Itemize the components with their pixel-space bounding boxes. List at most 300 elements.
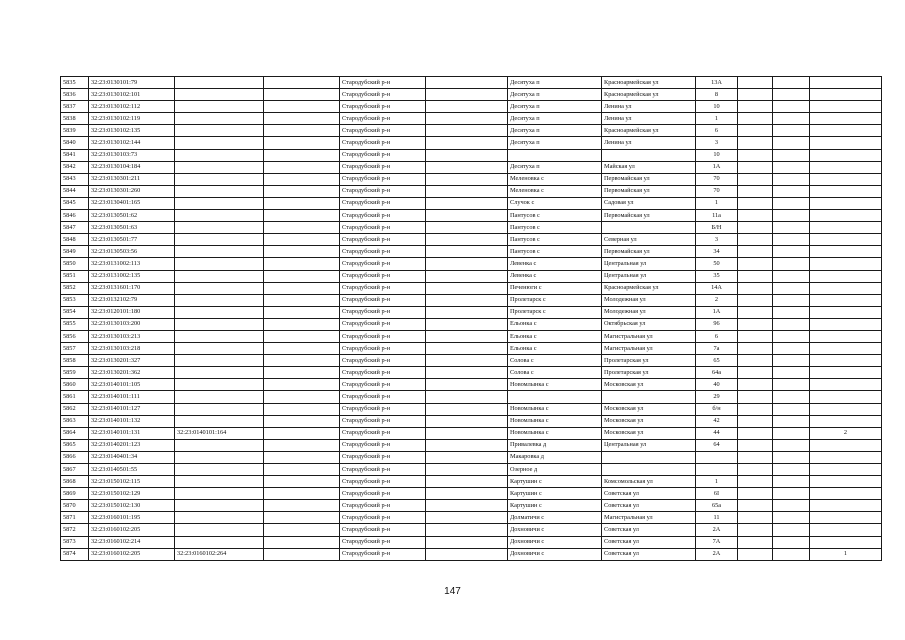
cell-house-number: 6	[696, 125, 738, 137]
cell-house-number: 13А	[696, 77, 738, 89]
cell-quantity: 1	[810, 548, 882, 560]
cell-locality: Случок с	[508, 197, 602, 209]
cell-extra	[264, 330, 340, 342]
cell-locality: Макаровка д	[508, 451, 602, 463]
cell-house-number: 7а	[696, 343, 738, 355]
cell-linked-cadastral-number	[175, 330, 264, 342]
cell-quantity	[810, 488, 882, 500]
table-row	[61, 77, 882, 89]
cell-street: Центральная ул	[602, 439, 696, 451]
cell-district: Стародубский р-н	[340, 185, 426, 197]
cell-district: Стародубский р-н	[340, 318, 426, 330]
cell-row-number: 5838	[61, 113, 89, 125]
table-row	[61, 500, 882, 512]
cell-extra	[264, 173, 340, 185]
cell-row-number: 5837	[61, 101, 89, 113]
cell-settlement-type	[426, 89, 508, 101]
cell-row-number: 5874	[61, 548, 89, 560]
cell-cadastral-number: 32:23:0150102:129	[89, 488, 175, 500]
cell-locality: Пантусов с	[508, 234, 602, 246]
cell-col-10	[738, 137, 773, 149]
cell-extra	[264, 464, 340, 476]
table-row	[61, 137, 882, 149]
cell-street	[602, 464, 696, 476]
cell-locality: Десятуха п	[508, 125, 602, 137]
table-row	[61, 306, 882, 318]
cell-linked-cadastral-number	[175, 222, 264, 234]
cell-col-10	[738, 548, 773, 560]
cell-district: Стародубский р-н	[340, 464, 426, 476]
cell-col-11	[773, 355, 810, 367]
cell-col-11	[773, 101, 810, 113]
cell-quantity	[810, 77, 882, 89]
table-row	[61, 318, 882, 330]
cell-street: Красноармейская ул	[602, 89, 696, 101]
cell-col-10	[738, 500, 773, 512]
cell-col-11	[773, 282, 810, 294]
cell-extra	[264, 476, 340, 488]
cell-quantity	[810, 149, 882, 161]
cell-col-11	[773, 246, 810, 258]
cell-district: Стародубский р-н	[340, 113, 426, 125]
cell-linked-cadastral-number	[175, 500, 264, 512]
cell-linked-cadastral-number	[175, 185, 264, 197]
cell-cadastral-number: 32:23:0130401:165	[89, 197, 175, 209]
cell-settlement-type	[426, 488, 508, 500]
cell-col-11	[773, 161, 810, 173]
table-row	[61, 210, 882, 222]
cell-col-10	[738, 464, 773, 476]
cell-quantity	[810, 185, 882, 197]
cell-extra	[264, 113, 340, 125]
cell-col-11	[773, 476, 810, 488]
cell-street: Садовая ул	[602, 197, 696, 209]
table-row	[61, 464, 882, 476]
cell-locality: Пантусов с	[508, 210, 602, 222]
cell-linked-cadastral-number: 32:23:0140101:164	[175, 427, 264, 439]
cell-house-number: 14А	[696, 282, 738, 294]
cell-extra	[264, 77, 340, 89]
cell-locality: Меленовка с	[508, 185, 602, 197]
cell-house-number: 11а	[696, 210, 738, 222]
cell-quantity	[810, 270, 882, 282]
cell-cadastral-number: 32:23:0130103:213	[89, 330, 175, 342]
cell-house-number: 29	[696, 391, 738, 403]
cell-col-11	[773, 173, 810, 185]
table-row	[61, 246, 882, 258]
cell-col-11	[773, 427, 810, 439]
cell-extra	[264, 415, 340, 427]
cell-settlement-type	[426, 379, 508, 391]
cell-row-number: 5840	[61, 137, 89, 149]
cell-district: Стародубский р-н	[340, 488, 426, 500]
cell-col-11	[773, 270, 810, 282]
cell-row-number: 5845	[61, 197, 89, 209]
cell-house-number: 1	[696, 113, 738, 125]
cell-district: Стародубский р-н	[340, 439, 426, 451]
cell-linked-cadastral-number	[175, 464, 264, 476]
cell-extra	[264, 222, 340, 234]
cell-settlement-type	[426, 101, 508, 113]
cell-house-number	[696, 464, 738, 476]
cell-col-11	[773, 524, 810, 536]
cell-settlement-type	[426, 137, 508, 149]
cell-quantity	[810, 210, 882, 222]
cell-street: Красноармейская ул	[602, 77, 696, 89]
cell-cadastral-number: 32:23:0130301:211	[89, 173, 175, 185]
cell-house-number: б/н	[696, 403, 738, 415]
table-row	[61, 427, 882, 439]
cell-linked-cadastral-number	[175, 161, 264, 173]
cell-extra	[264, 355, 340, 367]
cell-locality: Дохновичи с	[508, 524, 602, 536]
cell-col-11	[773, 113, 810, 125]
cell-house-number: 1А	[696, 161, 738, 173]
cell-house-number: Б/Н	[696, 222, 738, 234]
cell-quantity	[810, 222, 882, 234]
cell-district: Стародубский р-н	[340, 282, 426, 294]
table-row	[61, 367, 882, 379]
cell-col-11	[773, 210, 810, 222]
cell-settlement-type	[426, 536, 508, 548]
cell-district: Стародубский р-н	[340, 306, 426, 318]
cell-extra	[264, 210, 340, 222]
cell-street	[602, 222, 696, 234]
cell-district: Стародубский р-н	[340, 330, 426, 342]
cell-linked-cadastral-number	[175, 137, 264, 149]
cell-cadastral-number: 32:23:0140101:131	[89, 427, 175, 439]
cell-row-number: 5864	[61, 427, 89, 439]
cell-extra	[264, 270, 340, 282]
cell-cadastral-number: 32:23:0140201:123	[89, 439, 175, 451]
cell-row-number: 5869	[61, 488, 89, 500]
cell-settlement-type	[426, 343, 508, 355]
cell-row-number: 5868	[61, 476, 89, 488]
cell-quantity	[810, 173, 882, 185]
table-row	[61, 379, 882, 391]
cell-extra	[264, 548, 340, 560]
cell-settlement-type	[426, 210, 508, 222]
cell-col-10	[738, 294, 773, 306]
cell-col-10	[738, 149, 773, 161]
cell-house-number: 65	[696, 355, 738, 367]
cell-row-number: 5861	[61, 391, 89, 403]
cell-linked-cadastral-number	[175, 282, 264, 294]
cell-locality: Новомлынка с	[508, 403, 602, 415]
cell-quantity	[810, 536, 882, 548]
cell-settlement-type	[426, 282, 508, 294]
cell-settlement-type	[426, 294, 508, 306]
cell-col-10	[738, 355, 773, 367]
cell-locality: Солова с	[508, 367, 602, 379]
cell-house-number: 1	[696, 476, 738, 488]
cell-linked-cadastral-number	[175, 197, 264, 209]
cell-house-number: 2А	[696, 548, 738, 560]
cell-settlement-type	[426, 113, 508, 125]
cell-col-11	[773, 137, 810, 149]
cell-row-number: 5870	[61, 500, 89, 512]
table-row	[61, 415, 882, 427]
cell-col-11	[773, 548, 810, 560]
cell-quantity	[810, 258, 882, 270]
cell-row-number: 5865	[61, 439, 89, 451]
cell-col-11	[773, 464, 810, 476]
cell-settlement-type	[426, 512, 508, 524]
cell-linked-cadastral-number	[175, 536, 264, 548]
cell-row-number: 5853	[61, 294, 89, 306]
cell-district: Стародубский р-н	[340, 246, 426, 258]
cell-house-number: 35	[696, 270, 738, 282]
cell-district: Стародубский р-н	[340, 524, 426, 536]
cell-col-11	[773, 391, 810, 403]
cell-street: Центральная ул	[602, 258, 696, 270]
cell-col-10	[738, 524, 773, 536]
cell-street: Комсомольская ул	[602, 476, 696, 488]
cell-house-number: 3	[696, 234, 738, 246]
cell-cadastral-number: 32:23:0160101:195	[89, 512, 175, 524]
cell-house-number	[696, 451, 738, 463]
cell-linked-cadastral-number	[175, 343, 264, 355]
cell-street: Центральная ул	[602, 270, 696, 282]
cell-district: Стародубский р-н	[340, 101, 426, 113]
cell-street: Первомайская ул	[602, 210, 696, 222]
cell-quantity	[810, 125, 882, 137]
cell-extra	[264, 185, 340, 197]
cell-quantity	[810, 282, 882, 294]
cell-cadastral-number: 32:23:0130101:79	[89, 77, 175, 89]
cell-quantity	[810, 318, 882, 330]
cell-locality: Картушин с	[508, 500, 602, 512]
cell-col-10	[738, 367, 773, 379]
cell-street: Московская ул	[602, 427, 696, 439]
cell-linked-cadastral-number	[175, 355, 264, 367]
cell-quantity	[810, 89, 882, 101]
cell-extra	[264, 488, 340, 500]
cell-house-number: 1А	[696, 306, 738, 318]
cell-cadastral-number: 32:23:0160102:214	[89, 536, 175, 548]
cell-linked-cadastral-number	[175, 125, 264, 137]
cell-street	[602, 149, 696, 161]
cell-linked-cadastral-number	[175, 415, 264, 427]
cell-extra	[264, 379, 340, 391]
table-row	[61, 488, 882, 500]
table-row	[61, 330, 882, 342]
cell-col-11	[773, 318, 810, 330]
cell-row-number: 5848	[61, 234, 89, 246]
cell-extra	[264, 536, 340, 548]
cell-locality: Десятуха п	[508, 161, 602, 173]
cell-cadastral-number: 32:23:0150102:130	[89, 500, 175, 512]
cell-settlement-type	[426, 524, 508, 536]
cell-quantity	[810, 451, 882, 463]
cell-locality: Картушин с	[508, 488, 602, 500]
cell-quantity	[810, 439, 882, 451]
table-body	[61, 77, 882, 561]
cell-cadastral-number: 32:23:0130103:200	[89, 318, 175, 330]
cell-quantity	[810, 500, 882, 512]
cell-linked-cadastral-number	[175, 210, 264, 222]
cell-quantity	[810, 306, 882, 318]
cell-col-10	[738, 185, 773, 197]
cell-house-number: 96	[696, 318, 738, 330]
cell-street: Московская ул	[602, 415, 696, 427]
cell-quantity	[810, 415, 882, 427]
cell-settlement-type	[426, 222, 508, 234]
table-row	[61, 282, 882, 294]
cell-linked-cadastral-number	[175, 488, 264, 500]
cell-street: Пролетарская ул	[602, 355, 696, 367]
cell-district: Стародубский р-н	[340, 415, 426, 427]
table-row	[61, 197, 882, 209]
cell-locality: Десятуха п	[508, 101, 602, 113]
cell-col-11	[773, 77, 810, 89]
cell-col-10	[738, 270, 773, 282]
cell-extra	[264, 343, 340, 355]
cell-settlement-type	[426, 318, 508, 330]
cell-district: Стародубский р-н	[340, 476, 426, 488]
cell-settlement-type	[426, 330, 508, 342]
cell-settlement-type	[426, 185, 508, 197]
cell-col-10	[738, 536, 773, 548]
table-row	[61, 89, 882, 101]
cell-street: Магистральная ул	[602, 512, 696, 524]
table-row	[61, 343, 882, 355]
cell-row-number: 5860	[61, 379, 89, 391]
cell-street: Пролетарская ул	[602, 367, 696, 379]
cell-quantity	[810, 330, 882, 342]
cell-cadastral-number: 32:23:0160102:205	[89, 524, 175, 536]
cell-house-number: 8	[696, 89, 738, 101]
cell-quantity	[810, 367, 882, 379]
cell-extra	[264, 403, 340, 415]
cell-col-11	[773, 197, 810, 209]
cell-cadastral-number: 32:23:0130301:260	[89, 185, 175, 197]
table-row	[61, 355, 882, 367]
cell-locality: Печенюги с	[508, 282, 602, 294]
cell-col-10	[738, 173, 773, 185]
cell-street: Первомайская ул	[602, 185, 696, 197]
cell-district: Стародубский р-н	[340, 161, 426, 173]
cell-row-number: 5850	[61, 258, 89, 270]
cell-col-11	[773, 403, 810, 415]
cell-street: Первомайская ул	[602, 173, 696, 185]
cell-linked-cadastral-number: 32:23:0160102:264	[175, 548, 264, 560]
cell-col-10	[738, 234, 773, 246]
table-row	[61, 125, 882, 137]
cell-locality	[508, 149, 602, 161]
cell-quantity	[810, 161, 882, 173]
cell-extra	[264, 451, 340, 463]
cell-street	[602, 451, 696, 463]
table-row	[61, 258, 882, 270]
cell-col-10	[738, 512, 773, 524]
cell-district: Стародубский р-н	[340, 367, 426, 379]
cell-district: Стародубский р-н	[340, 548, 426, 560]
cell-col-11	[773, 258, 810, 270]
cell-col-11	[773, 367, 810, 379]
cell-settlement-type	[426, 125, 508, 137]
cell-street: Красноармейская ул	[602, 282, 696, 294]
cell-cadastral-number: 32:23:0130102:144	[89, 137, 175, 149]
cell-row-number: 5866	[61, 451, 89, 463]
cell-street	[602, 391, 696, 403]
cell-row-number: 5858	[61, 355, 89, 367]
cell-quantity	[810, 464, 882, 476]
cell-col-11	[773, 89, 810, 101]
cell-locality: Пантусов с	[508, 222, 602, 234]
cell-street: Ленина ул	[602, 113, 696, 125]
cell-row-number: 5847	[61, 222, 89, 234]
cell-linked-cadastral-number	[175, 524, 264, 536]
table-row	[61, 476, 882, 488]
cell-extra	[264, 137, 340, 149]
cell-settlement-type	[426, 197, 508, 209]
cell-linked-cadastral-number	[175, 512, 264, 524]
cell-cadastral-number: 32:23:0131601:170	[89, 282, 175, 294]
cell-col-11	[773, 343, 810, 355]
table-row	[61, 222, 882, 234]
cell-extra	[264, 258, 340, 270]
cell-house-number: 11	[696, 512, 738, 524]
cell-locality: Десятуха п	[508, 137, 602, 149]
cell-settlement-type	[426, 548, 508, 560]
cell-settlement-type	[426, 173, 508, 185]
cell-locality: Десятуха п	[508, 89, 602, 101]
cell-col-11	[773, 149, 810, 161]
cell-cadastral-number: 32:23:0140101:111	[89, 391, 175, 403]
cell-settlement-type	[426, 161, 508, 173]
cell-col-11	[773, 415, 810, 427]
table-row	[61, 149, 882, 161]
cell-col-10	[738, 258, 773, 270]
cell-quantity: 2	[810, 427, 882, 439]
cell-row-number: 5863	[61, 415, 89, 427]
cell-row-number: 5855	[61, 318, 89, 330]
cell-extra	[264, 500, 340, 512]
cell-quantity	[810, 246, 882, 258]
cell-col-11	[773, 306, 810, 318]
cell-house-number: 2А	[696, 524, 738, 536]
cell-house-number: 34	[696, 246, 738, 258]
cell-settlement-type	[426, 476, 508, 488]
cell-house-number: 70	[696, 173, 738, 185]
table-row	[61, 101, 882, 113]
cell-settlement-type	[426, 246, 508, 258]
cell-extra	[264, 294, 340, 306]
table-row	[61, 270, 882, 282]
cell-house-number: 2	[696, 294, 738, 306]
cell-cadastral-number: 32:23:0160102:205	[89, 548, 175, 560]
table-row	[61, 403, 882, 415]
cell-cadastral-number: 32:23:0130201:327	[89, 355, 175, 367]
cell-district: Стародубский р-н	[340, 451, 426, 463]
cell-cadastral-number: 32:23:0140401:34	[89, 451, 175, 463]
cell-locality: Солова с	[508, 355, 602, 367]
cell-street: Северная ул	[602, 234, 696, 246]
cell-row-number: 5852	[61, 282, 89, 294]
cell-street: Первомайская ул	[602, 246, 696, 258]
cell-col-10	[738, 403, 773, 415]
cell-quantity	[810, 355, 882, 367]
cell-row-number: 5857	[61, 343, 89, 355]
cell-col-10	[738, 427, 773, 439]
cell-linked-cadastral-number	[175, 246, 264, 258]
cell-quantity	[810, 137, 882, 149]
cell-locality: Ельонка с	[508, 330, 602, 342]
cell-street: Ленина ул	[602, 101, 696, 113]
cell-cadastral-number: 32:23:0130104:184	[89, 161, 175, 173]
table-row	[61, 185, 882, 197]
